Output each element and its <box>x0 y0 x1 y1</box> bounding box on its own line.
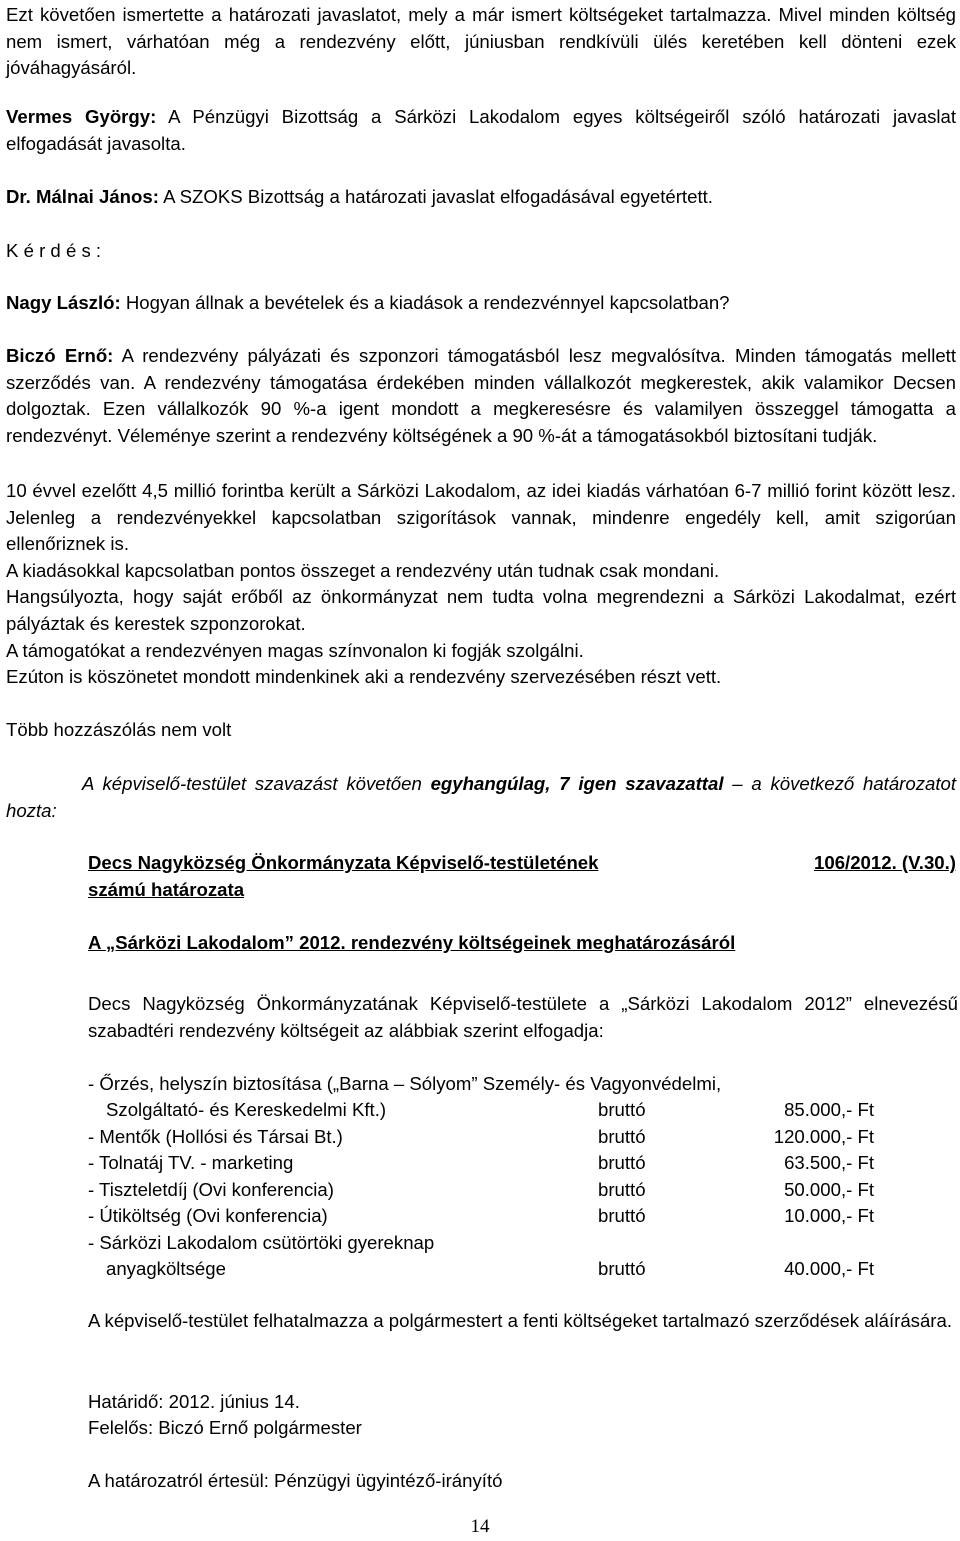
cost-item-label: - Tolnatáj TV. - marketing <box>88 1152 294 1173</box>
cost-item-amount: 120.000,- Ft <box>773 1126 874 1147</box>
questions-heading: K é r d é s : <box>6 240 102 261</box>
cost-item-label: anyagköltsége <box>106 1258 226 1279</box>
vermes-statement <box>6 104 956 157</box>
cost-item-amount: 40.000,- Ft <box>784 1258 874 1279</box>
biczo-paragraph-3: A kiadásokkal kapcsolatban pontos összeget a rendezvény után tudnak csak mondani. <box>6 560 720 581</box>
vote-result: egyhangúlag, 7 igen szavazattal <box>430 773 724 794</box>
cost-item <box>88 1124 888 1151</box>
page-number: 14 <box>470 1516 490 1537</box>
cost-item-label: - Mentők (Hollósi és Társai Bt.) <box>88 1126 343 1147</box>
cost-item-1-line1: - Őrzés, helyszín biztosítása („Barna – Sólyom” Személy- és Vagyonvédelmi, <box>88 1073 722 1094</box>
speaker-name: Dr. Málnai János: <box>6 186 159 207</box>
statement-text: A Pénzügyi Bizottság a Sárközi Lakodalom egyes költségeiről szóló határozati javaslat elfogadását javasolta. <box>6 106 956 154</box>
biczo-paragraph-5: A támogatókat a rendezvényen magas színvonalon ki fogják szolgálni. <box>6 640 584 661</box>
speaker-name: Nagy László: <box>6 292 121 313</box>
biczo-paragraph-2: 10 évvel ezelőtt 4,5 millió forintba került a Sárközi Lakodalom, az idei kiadás várhatóan 6-7 millió forint között lesz. Jelenleg a rendezvényekkel kapcsolatban szigorítások vannak, mindenre engedély kell, amit szigorúan ellenőriznek is. <box>6 480 956 554</box>
intro-paragraph: Ezt követően ismertette a határozati javaslatot, mely a már ismert költségeket tartalmazza. Mivel minden költség nem ismert, várhatóan még a rendezvény előtt, júniusban rendkívüli ülés keretében kell dönteni ezek jóváhagyásáról. <box>6 4 956 78</box>
authorization-text: A képviselő-testület felhatalmazza a polgármestert a fenti költségeket tartalmazó szerződések aláírására. <box>88 1310 953 1331</box>
no-more-comments: Több hozzászólás nem volt <box>6 719 232 740</box>
malnai-statement <box>6 184 956 211</box>
cost-item <box>88 1256 888 1283</box>
cost-item-gross: bruttó <box>598 1205 646 1226</box>
notified: A határozatról értesül: Pénzügyi ügyintéző-irányító <box>88 1470 503 1491</box>
statement-text: A rendezvény pályázati és szponzori támogatásból lesz megvalósítva. Minden támogatás mellett szerződés van. A rendezvény támogatása érdekében minden vállalkozót megkerestek, akik valamikor Decsen dolgoztak. Ezen vállalkozók 90 %-a igent mondott a megkeresésre és valamilyen összeggel támogatta a rendezvényt. Véleménye szerint a rendezvény költségének a 90 %-át a támogatásokból biztosítani tudják. <box>6 345 956 446</box>
nagy-question <box>6 290 956 317</box>
cost-item-label: Szolgáltató- és Kereskedelmi Kft.) <box>106 1099 387 1120</box>
speaker-name: Vermes György: <box>6 106 157 127</box>
statement-text: A SZOKS Bizottság a határozati javaslat elfogadásával egyetértett. <box>158 186 713 207</box>
cost-item-label: - Tiszteletdíj (Ovi konferencia) <box>88 1179 334 1200</box>
cost-item <box>88 1203 888 1230</box>
cost-item-amount: 85.000,- Ft <box>784 1099 874 1120</box>
cost-item <box>88 1097 888 1124</box>
biczo-answer <box>6 343 956 449</box>
cost-item-gross: bruttó <box>598 1258 646 1279</box>
cost-item-gross: bruttó <box>598 1152 646 1173</box>
resolution-title-line2: számú határozata <box>88 879 245 900</box>
statement-text: Hogyan állnak a bevételek és a kiadások a rendezvénnyel kapcsolatban? <box>120 292 730 313</box>
vote-pre: A képviselő-testület szavazást követően <box>82 773 431 794</box>
resolution-intro: Decs Nagyközség Önkormányzatának Képviselő-testülete a „Sárközi Lakodalom 2012” elnevezésű szabadtéri rendezvény költségeit az alábbiak szerint elfogadja: <box>88 993 958 1041</box>
resolution-subject: A „Sárközi Lakodalom” 2012. rendezvény költségeinek meghatározásáról <box>88 932 736 953</box>
cost-item-amount: 63.500,- Ft <box>784 1152 874 1173</box>
cost-item-label: - Útiköltség (Ovi konferencia) <box>88 1205 328 1226</box>
resolution-title <box>88 850 958 877</box>
speaker-name: Biczó Ernő: <box>6 345 114 366</box>
resolution-number: 106/2012. (V.30.) <box>814 852 956 873</box>
vote-post: – a következő határozatot hozta: <box>6 773 957 821</box>
biczo-paragraph-6: Ezúton is köszönetet mondott mindenkinek aki a rendezvény szervezésében részt vett. <box>6 666 722 687</box>
cost-item-gross: bruttó <box>598 1179 646 1200</box>
cost-item-6-line1: - Sárközi Lakodalom csütörtöki gyereknap <box>88 1232 435 1253</box>
biczo-paragraph-4: Hangsúlyozta, hogy saját erőből az önkormányzat nem tudta volna megrendezni a Sárközi Lakodalmat, ezért pályáztak és kerestek szponzorokat. <box>6 586 956 634</box>
resolution-title-line1: Decs Nagyközség Önkormányzata Képviselő-testületének <box>88 852 599 873</box>
cost-item <box>88 1177 888 1204</box>
cost-item <box>88 1150 888 1177</box>
cost-item-gross: bruttó <box>598 1099 646 1120</box>
cost-item-amount: 10.000,- Ft <box>784 1205 874 1226</box>
vote-statement <box>6 771 956 824</box>
cost-item-gross: bruttó <box>598 1126 646 1147</box>
deadline: Határidő: 2012. június 14. <box>88 1391 300 1412</box>
responsible: Felelős: Biczó Ernő polgármester <box>88 1417 362 1438</box>
cost-item-amount: 50.000,- Ft <box>784 1179 874 1200</box>
